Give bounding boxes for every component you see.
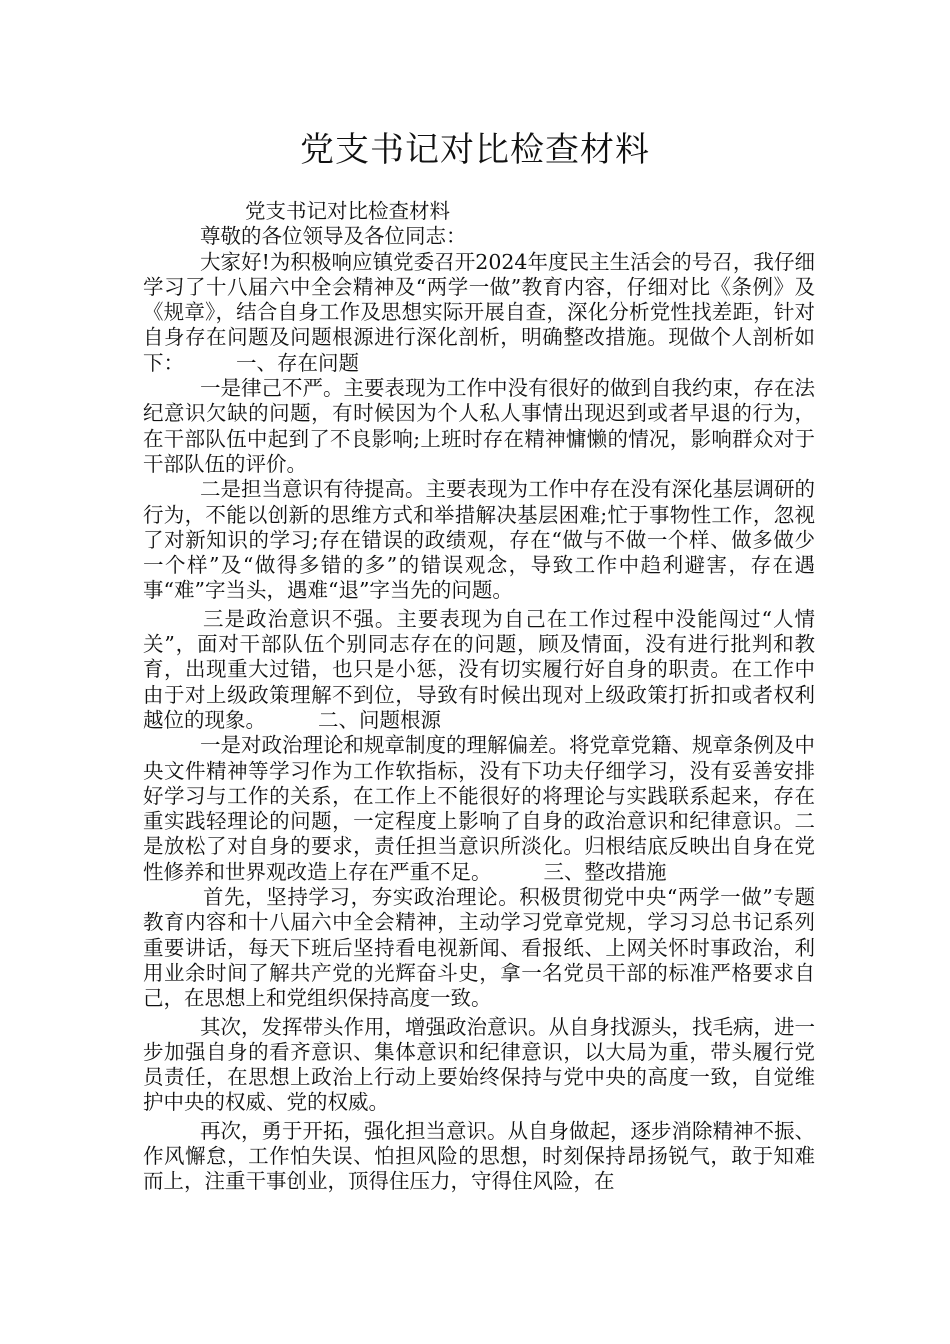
section-heading-roots: 二、问题根源 [318,707,441,732]
document-title: 党支书记对比检查材料 [300,130,650,170]
paragraph-third-measure: 再次，勇于开拓，强化担当意识。从自身做起，逐步消除精神不振、作风懈怠，工作怕失误、怕担风险的思想，时刻保持昂扬锐气，敢于知难而上，注重干事创业，顶得住压力，守得住风险，在 [143,1118,815,1194]
intro-text: 大家好!为积极响应镇党委召开2024年度民主生活会的号召，我仔细学习了十八届六中全会精神及“两学一做”教育内容，仔细对比《条例》及《规章》，结合自身工作及思想实际开展自查，深化分析党性找差距，针对自身存在问题及问题根源进行深化剖析，明确整改措施。现做个人剖析如下： [143,249,815,375]
paragraph-responsibility: 二是担当意识有待提高。主要表现为工作中存在没有深化基层调研的行为，不能以创新的思维方式和举措解决基层困难;忙于事物性工作，忽视了对新知识的学习;存在错误的政绩观，存在“做与不做一个样、做多做少一个样”及“做得多错的多”的错误观念，导致工作中趋利避害，存在遇事“难”字当头，遇难“退”字当先的问题。 [143,477,815,603]
political-awareness-text: 三是政治意识不强。主要表现为自己在工作过程中没能闯过“人情关”，面对干部队伍个别同志存在的问题，顾及情面，没有进行批判和教育，出现重大过错，也只是小惩，没有切实履行好自身的职责。在工作中由于对上级政策理解不到位，导致有时候出现对上级政策打折扣或者权利越位的现象。 [143,606,815,732]
document-body [143,199,815,1195]
paragraph-second-measure: 其次，发挥带头作用，增强政治意识。从自身找源头，找毛病，进一步加强自身的看齐意识、集体意识和纪律意识，以大局为重，带头履行党员责任，在思想上政治上行动上要始终保持与党中央的高度一致，自觉维护中央的权威、党的权威。 [143,1014,815,1115]
paragraph-first-measure: 首先，坚持学习，夯实政治理论。积极贯彻党中央“两学一做”专题教育内容和十八届六中全会精神，主动学习党章党规，学习习总书记系列重要讲话，每天下班后坚持看电视新闻、看报纸、上网关怀时事政治，利用业余时间了解共产党的光辉奋斗史，拿一名党员干部的标准严格要求自己，在思想上和党组织保持高度一致。 [143,885,815,1011]
section-heading-measures: 三、整改措施 [543,859,667,884]
roots-text: 一是对政治理论和规章制度的理解偏差。将党章党籍、规章条例及中央文件精神等学习作为工作软指标，没有下功夫仔细学习，没有妥善安排好学习与工作的关系，在工作上不能很好的将理论与实践联系起来，存在重实践轻理论的问题，一定程度上影响了自身的政治意识和纪律意识。二是放松了对自身的要求，责任担当意识所淡化。归根结底反映出自身在党性修养和世界观改造上存在严重不足。 [143,733,815,884]
greeting: 尊敬的各位领导及各位同志： [200,224,467,249]
paragraph-discipline: 一是律己不严。主要表现为工作中没有很好的做到自我约束，存在法纪意识欠缺的问题，有时候因为个人私人事情出现迟到或者早退的行为，在干部队伍中起到了不良影响;上班时存在精神慵懒的情况，影响群众对于干部队伍的评价。 [143,376,815,476]
section-heading-problems: 一、存在问题 [236,350,359,375]
intro-paragraph [143,250,815,376]
document-subtitle: 党支书记对比检查材料 [245,199,450,223]
paragraph-political-awareness [143,607,815,733]
paragraph-roots [143,733,815,885]
